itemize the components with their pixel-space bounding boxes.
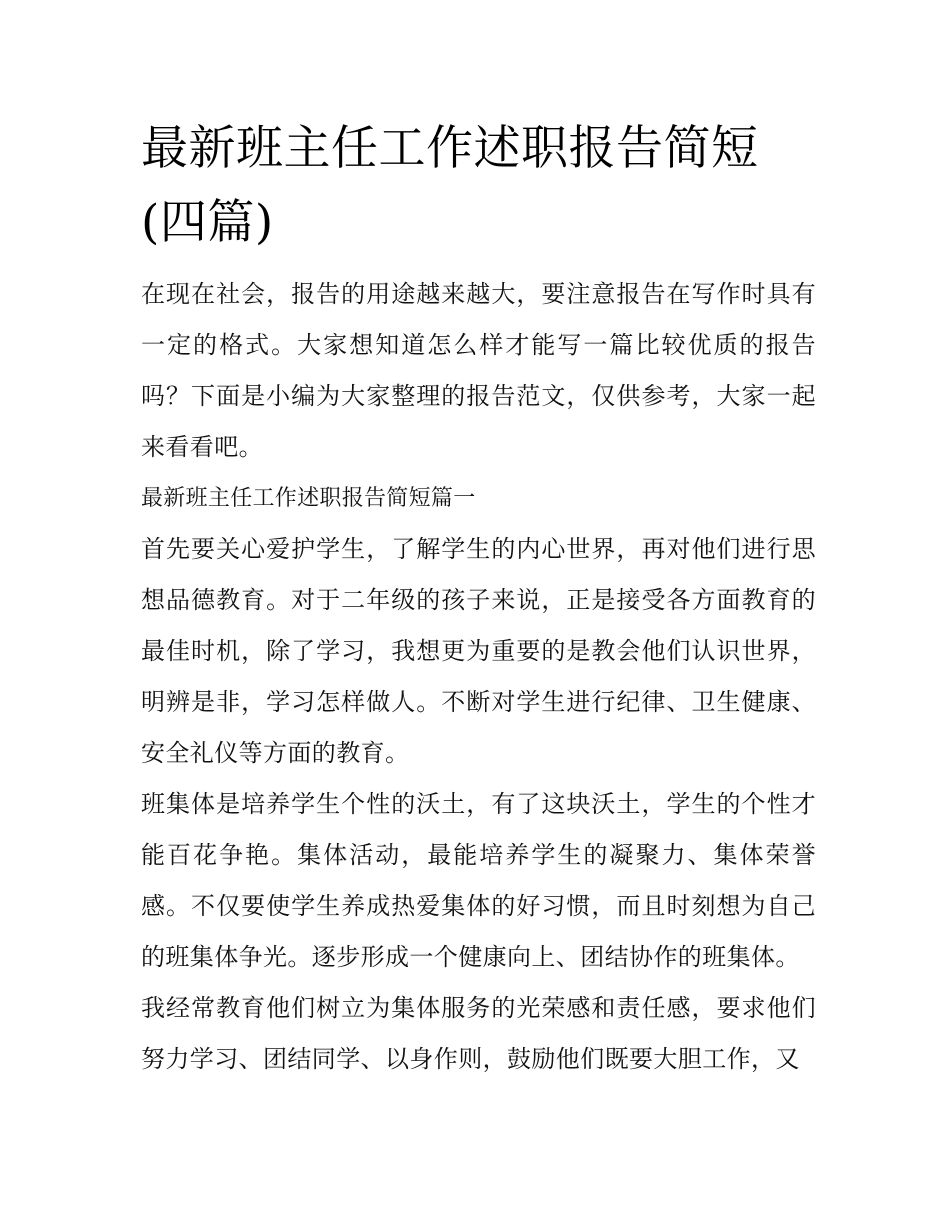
document-title: 最新班主任工作述职报告简短(四篇) — [141, 121, 759, 250]
body-paragraph-2: 班集体是培养学生个性的沃土，有了这块沃土，学生的个性才能百花争艳。集体活动，最能培养学生的凝聚力、集体荣誉感。不仅要使学生养成热爱集体的好习惯，而且时刻想为自己的班集体争光。逐步形成一个健康向上、团结协作的班集体。 — [141, 790, 816, 971]
body-paragraph-3: 我经常教育他们树立为集体服务的光荣感和责任感，要求他们努力学习、团结同学、以身作则，鼓励他们既要大胆工作，又 — [141, 994, 816, 1073]
document-body — [141, 112, 816, 1085]
intro-paragraph: 在现在社会，报告的用途越来越大，要注意报告在写作时具有一定的格式。大家想知道怎么样才能写一篇比较优质的报告吗？下面是小编为大家整理的报告范文，仅供参考，大家一起来看看吧。 — [141, 280, 816, 461]
section-heading: 最新班主任工作述职报告简短篇一 — [141, 486, 476, 511]
body-paragraph-1: 首先要关心爱护学生，了解学生的内心世界，再对他们进行思想品德教育。对于二年级的孩子来说，正是接受各方面教育的最佳时机，除了学习，我想更为重要的是教会他们认识世界，明辨是非，学习怎样做人。不断对学生进行纪律、卫生健康、安全礼仪等方面的教育。 — [141, 535, 816, 767]
